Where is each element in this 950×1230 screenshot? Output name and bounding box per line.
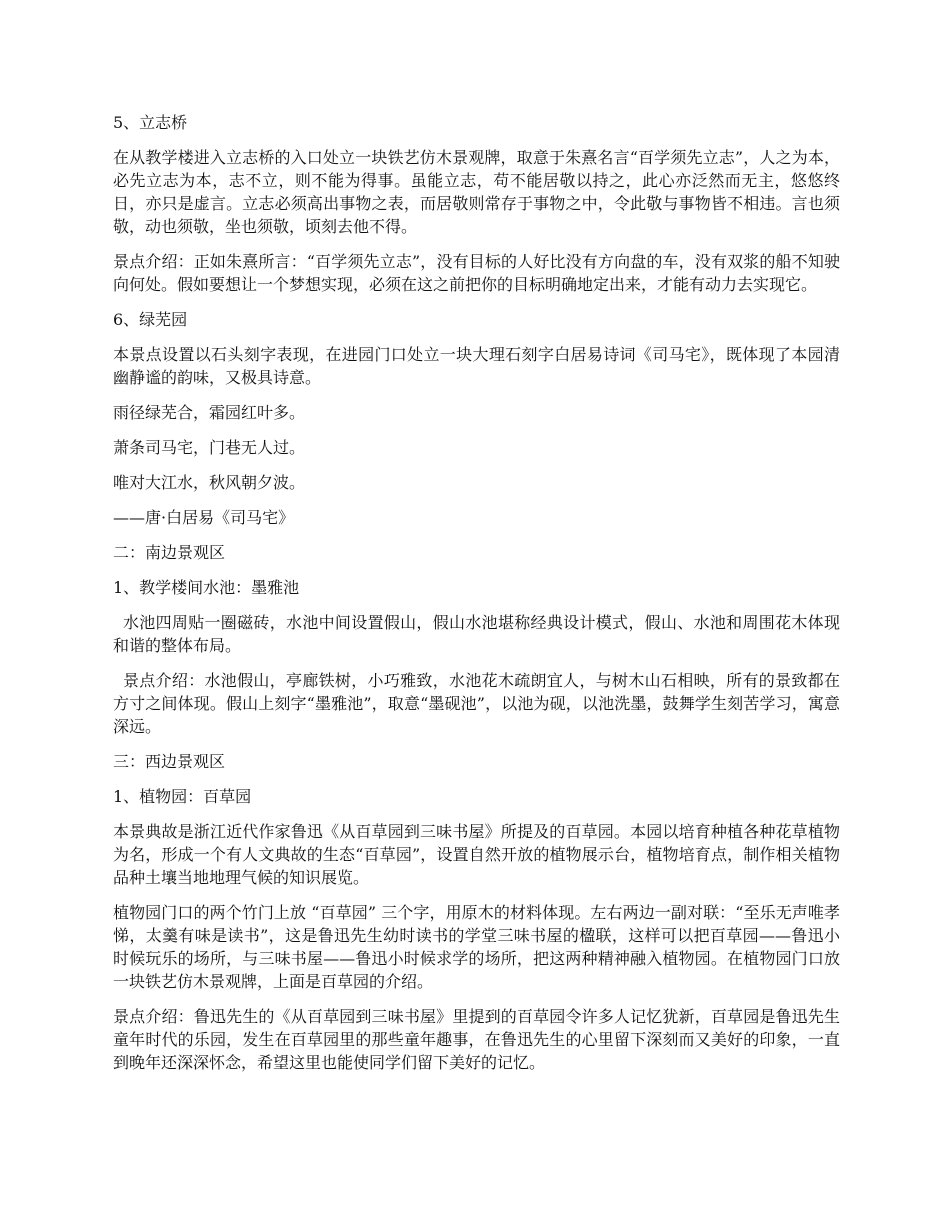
area-heading: 二：南边景观区 [113,543,226,562]
poem-line: 萧条司马宅，门巷无人过。 [113,438,306,457]
document-page [113,111,840,1086]
body-paragraph: 景点介绍：正如朱熹所言：“百学须先立志”，没有目标的人好比没有方向盘的车，没有双浆的船不知驶向何处。假如要想让一个梦想实现，必须在这之前把你的目标明确地定出来，才能有动力去实现它。 [113,252,840,294]
section-heading: 6、绿芜园 [113,310,188,329]
area-heading: 三：西边景观区 [113,752,226,771]
poem-line: 唯对大江水，秋风朝夕波。 [113,473,306,492]
body-paragraph: 景点介绍：水池假山，亭廊铁树，小巧雅致，水池花木疏朗宜人，与树木山石相映，所有的景致都在方寸之间体现。假山上刻字“墨雅池”，取意“墨砚池”，以池为砚，以池洗墨，鼓舞学生刻苦学习，寓意深远。 [113,671,840,736]
body-paragraph: 在从教学楼进入立志桥的入口处立一块铁艺仿木景观牌，取意于朱熹名言“百学须先立志”，人之为本，必先立志为本，志不立，则不能为得事。虽能立志，苟不能居敬以持之，此心亦泛然而无主，悠悠终日，亦只是虚言。立志必须高出事物之表，而居敬则常存于事物之中，令此敬与事物皆不相违。言也须敬，动也须敬，坐也须敬，顷刻去他不得。 [113,148,840,236]
section-heading: 5、立志桥 [113,113,188,132]
body-paragraph: 植物园门口的两个竹门上放 “百草园” 三个字，用原木的材料体现。左右两边一副对联：“至乐无声唯孝悌，太羹有味是读书”，这是鲁迅先生幼时读书的学堂三味书屋的楹联，这样可以把百草园——鲁迅小时候玩乐的场所，与三味书屋——鲁迅小时候求学的场所，把这两种精神融入植物园。在植物园门口放一块铁艺仿木景观牌，上面是百草园的介绍。 [113,903,840,991]
body-paragraph: 本景点设置以石头刻字表现，在进园门口处立一块大理石刻字白居易诗词《司马宅》，既体现了本园清幽静谧的韵味，又极具诗意。 [113,345,840,387]
body-paragraph: 水池四周贴一圈磁砖，水池中间设置假山，假山水池堪称经典设计模式，假山、水池和周围花木体现和谐的整体布局。 [113,613,840,655]
section-heading: 1、植物园：百草园 [113,787,252,806]
body-paragraph: 本景典故是浙江近代作家鲁迅《从百草园到三味书屋》所提及的百草园。本园以培育种植各种花草植物为名，形成一个有人文典故的生态“百草园”，设置自然开放的植物展示台，植物培育点，制作相关植物品种土壤当地地理气候的知识展览。 [113,822,840,887]
section-heading: 1、教学楼间水池：墨雅池 [113,578,300,597]
body-paragraph: 景点介绍：鲁迅先生的《从百草园到三味书屋》里提到的百草园令许多人记忆犹新，百草园是鲁迅先生童年时代的乐园，发生在百草园里的那些童年趣事，在鲁迅先生的心里留下深刻而又美好的印象，一直到晚年还深深怀念，希望这里也能使同学们留下美好的记忆。 [113,1007,840,1072]
poem-attribution: ——唐·白居易《司马宅》 [113,508,295,527]
poem-line: 雨径绿芜合，霜园红叶多。 [113,403,306,422]
